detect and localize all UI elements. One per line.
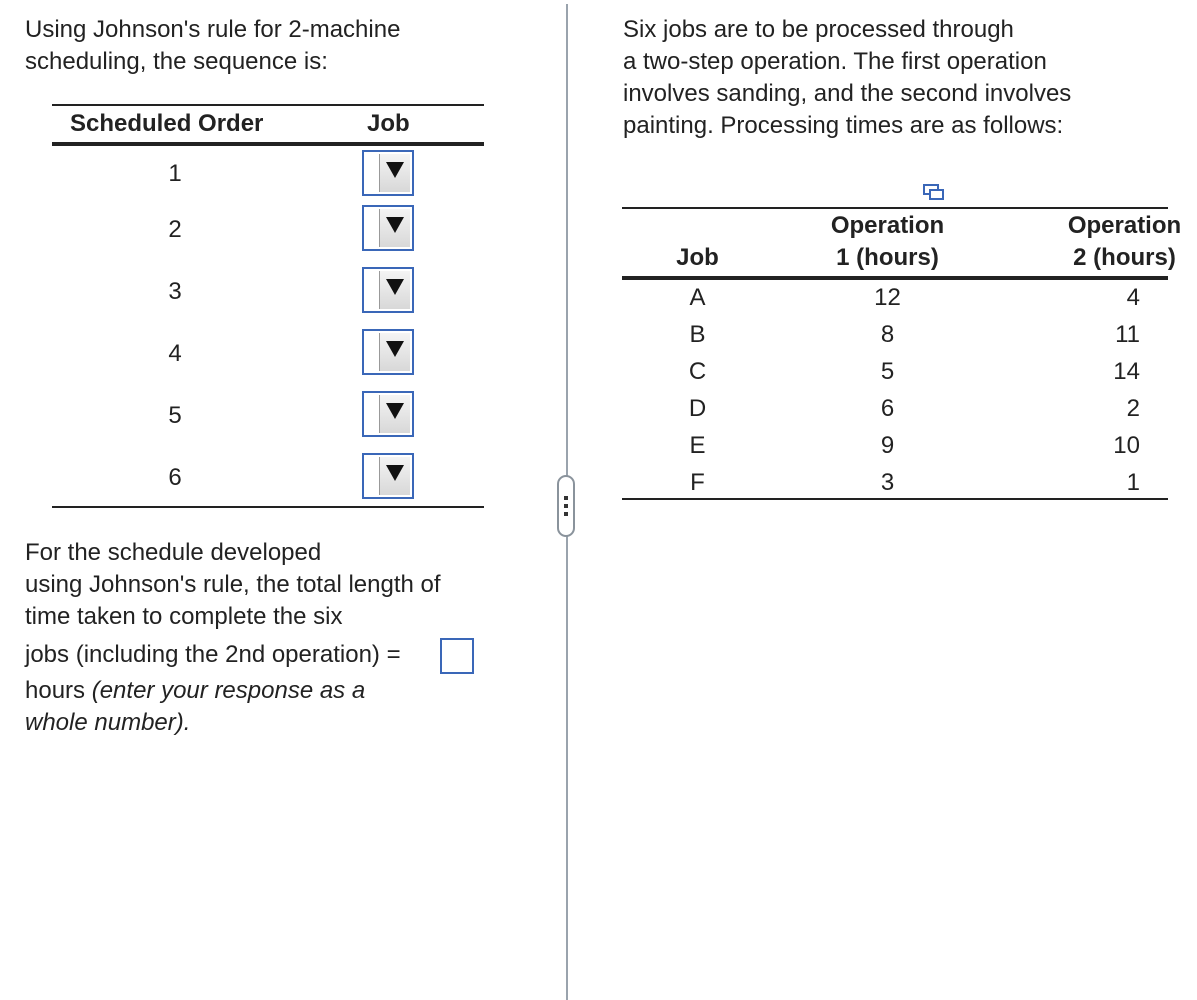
job-select-6[interactable]: [362, 453, 414, 499]
job-select-1[interactable]: [362, 150, 414, 196]
cell-job: D: [688, 395, 707, 422]
schedule-table-top-rule: [52, 104, 484, 106]
job-select-4[interactable]: [362, 329, 414, 375]
order-number: 2: [168, 216, 182, 243]
total-time-input[interactable]: [440, 638, 474, 674]
dropdown-arrow-icon: [379, 154, 410, 192]
header-job: Job: [676, 244, 719, 271]
intro-line: painting. Processing times are as follows:: [623, 112, 1064, 139]
cell-operation-2: 2: [1126, 395, 1140, 422]
cell-operation-2: 10: [1113, 432, 1140, 459]
header-op2-line2: 2 (hours): [1073, 244, 1176, 271]
data-table-header-rule: [622, 276, 1168, 280]
header-scheduled-order: Scheduled Order: [70, 110, 264, 137]
answer-unit: hours: [25, 677, 86, 704]
question-text: [25, 537, 441, 739]
intro-line: a two-step operation. The first operation: [623, 48, 1047, 75]
dropdown-arrow-icon: [379, 271, 410, 309]
answer-hint-line2: whole number).: [25, 709, 191, 736]
header-operation-2-clip: [1040, 210, 1182, 276]
left-intro-text: [25, 14, 400, 78]
cell-operation-2: 11: [1115, 321, 1140, 348]
order-number: 5: [168, 402, 182, 429]
divider-drag-handle[interactable]: [557, 475, 575, 537]
cell-job: C: [688, 358, 707, 385]
job-select-3[interactable]: [362, 267, 414, 313]
intro-line: Using Johnson's rule for 2-machine: [25, 16, 401, 43]
job-select-5[interactable]: [362, 391, 414, 437]
dropdown-arrow-icon: [379, 333, 410, 371]
schedule-table-header-rule: [52, 142, 484, 146]
cell-operation-1: 5: [880, 358, 895, 385]
dropdown-arrow-icon: [379, 209, 410, 247]
cell-job: A: [689, 284, 706, 311]
dropdown-arrow-icon: [379, 457, 410, 495]
cell-operation-2: 4: [1126, 284, 1140, 311]
intro-line: Six jobs are to be processed through: [623, 16, 1014, 43]
question-line: jobs (including the 2nd operation) =: [25, 641, 401, 668]
cell-operation-2: 1: [1126, 469, 1140, 496]
cell-operation-1: 6: [880, 395, 895, 422]
data-table-top-rule: [622, 207, 1168, 209]
right-intro-text: [623, 14, 1071, 142]
question-line: For the schedule developed: [25, 539, 322, 566]
header-operation-2: [1052, 210, 1197, 274]
cell-operation-1: 9: [880, 432, 895, 459]
cell-job: B: [689, 321, 706, 348]
cell-operation-2: 14: [1113, 358, 1140, 385]
question-line: time taken to complete the six: [25, 603, 343, 630]
order-number: 1: [168, 160, 182, 187]
intro-line: scheduling, the sequence is:: [25, 48, 328, 75]
cell-operation-1: 3: [880, 469, 895, 496]
job-select-2[interactable]: [362, 205, 414, 251]
data-table-bottom-rule: [622, 498, 1168, 500]
header-op1-line1: Operation: [830, 212, 945, 239]
cell-operation-1: 12: [874, 284, 901, 311]
copy-table-icon[interactable]: [922, 182, 946, 202]
cell-job: F: [690, 469, 705, 496]
cell-operation-1: 8: [880, 321, 895, 348]
dropdown-arrow-icon: [379, 395, 410, 433]
schedule-table-bottom-rule: [52, 506, 484, 508]
order-number: 3: [168, 278, 182, 305]
cell-job: E: [689, 432, 706, 459]
header-op2-line1: Operation: [1067, 212, 1182, 239]
header-op1-line2: 1 (hours): [836, 244, 939, 271]
header-job: Job: [367, 110, 410, 137]
order-number: 6: [168, 464, 182, 491]
intro-line: involves sanding, and the second involves: [623, 80, 1072, 107]
question-line: using Johnson's rule, the total length of: [25, 571, 441, 598]
order-number: 4: [168, 340, 182, 367]
answer-hint: (enter your response as a: [91, 677, 366, 704]
header-operation-1: [815, 210, 960, 274]
